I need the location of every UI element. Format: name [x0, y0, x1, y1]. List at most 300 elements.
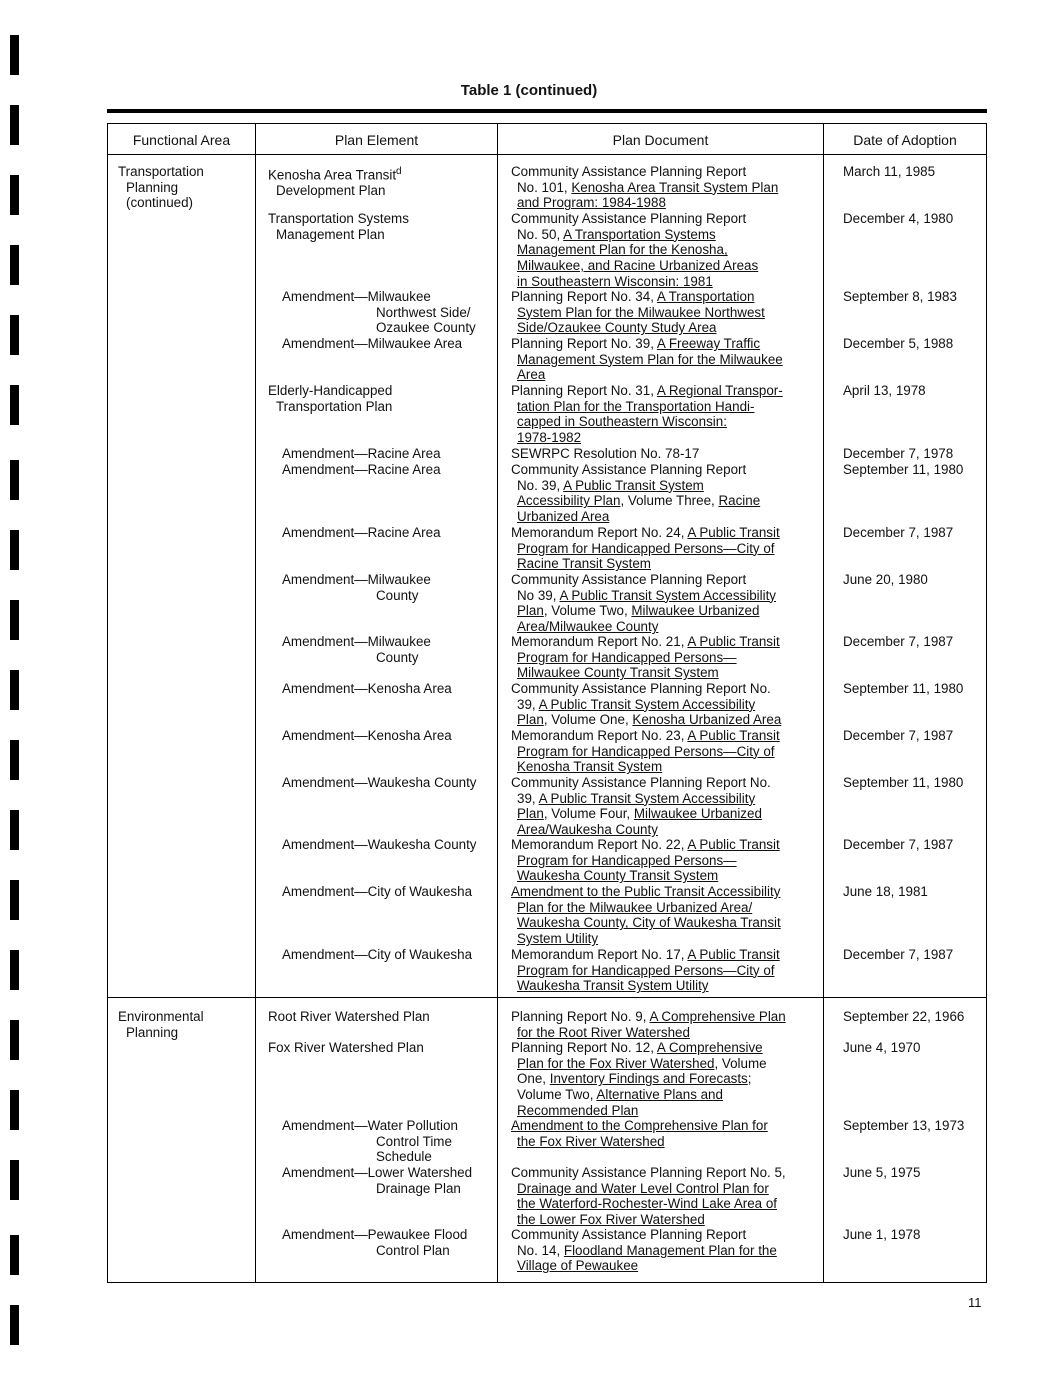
plan-element-cell: [268, 572, 503, 603]
binder-hole-mark: [10, 740, 19, 780]
title-rule: [107, 109, 987, 113]
plan-element-cell: [268, 289, 503, 336]
plan-document-line: [511, 791, 826, 807]
binder-hole-mark: [10, 1020, 19, 1060]
document-title-text: the Fox River Watershed: [517, 1133, 665, 1149]
plan-document-cell: [511, 164, 826, 211]
plan-document-line: [511, 1258, 826, 1274]
plan-document-cell: [511, 775, 826, 838]
document-title-text: A Transportation Systems: [563, 226, 716, 242]
document-title-text: Milwaukee Urbanized: [631, 603, 760, 619]
plan-element-line: [268, 1227, 503, 1243]
functional-area-line: (continued): [126, 195, 193, 211]
plan-document-line: [511, 572, 826, 588]
plan-document-line: [511, 1056, 826, 1072]
document-title-text: Racine Transit System: [517, 556, 651, 572]
document-text: Community Assistance Planning Report No. 5,: [511, 1165, 786, 1180]
plan-element-cell: [268, 462, 503, 478]
adoption-date: September 11, 1980: [843, 775, 964, 790]
plan-element-line: [268, 1118, 503, 1134]
plan-element-line: [268, 164, 503, 183]
document-title-text: Plan: [517, 603, 544, 619]
document-title-text: Drainage and Water Level Control Plan for: [517, 1180, 769, 1196]
document-text: Planning Report No. 34,: [511, 289, 657, 304]
plan-document-line: [511, 759, 826, 775]
adoption-date: June 5, 1975: [843, 1165, 921, 1180]
functional-area: [118, 164, 258, 211]
plan-document-line: [511, 525, 826, 541]
functional-area-line: Environmental: [118, 1009, 204, 1024]
plan-document-line: [511, 900, 826, 916]
document-text: Planning Report No. 39,: [511, 336, 657, 351]
document-title-text: Village of Pewaukee: [517, 1258, 639, 1274]
binder-hole-mark: [10, 880, 19, 920]
plan-document-line: [511, 274, 826, 290]
plan-document-line: [511, 1009, 826, 1025]
plan-document-line: [511, 383, 826, 399]
document-text: Memorandum Report No. 17,: [511, 947, 688, 962]
plan-element-cell: [268, 383, 503, 414]
plan-document-cell: [511, 1040, 826, 1119]
document-title-text: A Comprehensive Plan: [649, 1009, 786, 1024]
plan-element-line: [268, 336, 503, 352]
functional-area-line: Planning: [126, 179, 179, 195]
document-text: No. 50,: [517, 226, 564, 242]
plan-document-line: [511, 414, 826, 430]
plan-document-line: [511, 588, 826, 604]
document-title-text: for the Root River Watershed: [517, 1024, 690, 1040]
plan-element-text: Amendment—Waukesha County: [282, 775, 477, 790]
document-title-text: A Public Transit System: [563, 477, 704, 493]
document-title-text: Plan: [517, 712, 544, 728]
plan-element-text: Drainage Plan: [376, 1180, 461, 1196]
header-plan-element: Plan Element: [334, 132, 419, 148]
plan-document-cell: [511, 681, 826, 728]
plan-element-cell: [268, 1009, 503, 1025]
document-title-text: Amendment to the Public Transit Accessibility: [511, 884, 781, 899]
binder-hole-mark: [10, 1305, 19, 1345]
document-title-text: A Public Transit System Accessibility: [559, 587, 776, 603]
document-title-text: Side/Ozaukee County Study Area: [517, 320, 717, 336]
adoption-date: June 1, 1978: [843, 1227, 921, 1242]
binder-hole-mark: [10, 460, 19, 500]
document-title-text: Racine: [718, 493, 761, 509]
plan-element-line: [268, 837, 503, 853]
document-text: , Volume One,: [543, 712, 633, 728]
plan-document-line: [511, 1025, 826, 1041]
document-text: Community Assistance Planning Report: [511, 211, 747, 226]
plan-element-line: [268, 947, 503, 963]
plan-element-line: [268, 681, 503, 697]
plan-document-line: [511, 305, 826, 321]
plan-element-cell: [268, 164, 503, 199]
plan-element-cell: [268, 525, 503, 541]
document-title-text: Milwaukee, and Racine Urbanized Areas: [517, 258, 759, 274]
document-text: Community Assistance Planning Report: [511, 164, 747, 179]
binder-hole-mark: [10, 950, 19, 990]
document-text: No 39,: [517, 587, 560, 603]
binder-hole-mark: [10, 245, 19, 285]
plan-element-text: Ozaukee County: [376, 320, 476, 336]
plan-document-line: [511, 775, 826, 791]
plan-document-cell: [511, 1165, 826, 1228]
plan-element-line: [268, 1181, 503, 1197]
plan-element-text: Transportation Plan: [276, 398, 393, 414]
column-divider: [255, 124, 256, 1282]
plan-element-text: Amendment—Water Pollution: [282, 1118, 458, 1133]
plan-document-line: [511, 1243, 826, 1259]
plan-document-line: [511, 1181, 826, 1197]
document-title-text: tation Plan for the Transportation Handi-: [517, 398, 755, 414]
plan-document-line: [511, 978, 826, 994]
plan-document-line: [511, 1087, 826, 1103]
plan-document-line: [511, 430, 826, 446]
plan-element-line: [268, 183, 503, 199]
plan-element-text: Amendment—Milwaukee Area: [282, 336, 463, 351]
plan-document-cell: [511, 336, 826, 383]
plan-element-text: Amendment—Pewaukee Flood: [282, 1227, 468, 1242]
plan-element-text: Development Plan: [276, 183, 386, 199]
plan-element-text: Management Plan: [276, 226, 385, 242]
document-title-text: capped in Southeastern Wisconsin:: [517, 414, 727, 430]
plan-document-line: [511, 947, 826, 963]
plan-element-line: [268, 1134, 503, 1150]
plan-document-line: [511, 1071, 826, 1087]
document-title-text: A Public Transit: [687, 947, 780, 962]
adoption-date: December 7, 1987: [843, 728, 954, 743]
plan-element-text: Amendment—Waukesha County: [282, 837, 477, 852]
binder-hole-mark: [10, 175, 19, 215]
document-title-text: Floodland Management Plan for the: [563, 1242, 777, 1258]
plan-document-line: [511, 493, 826, 509]
document-title-text: A Public Transit: [687, 728, 780, 743]
document-text: Memorandum Report No. 22,: [511, 837, 688, 852]
plan-element-text: Amendment—Kenosha Area: [282, 728, 452, 743]
document-title-text: A Comprehensive: [656, 1040, 763, 1055]
plan-document-line: [511, 728, 826, 744]
plan-document-line: [511, 806, 826, 822]
plan-document-cell: [511, 572, 826, 635]
plan-document-line: [511, 634, 826, 650]
binder-hole-mark: [10, 315, 19, 355]
plan-document-line: [511, 697, 826, 713]
plan-element-text: Amendment—Milwaukee: [282, 289, 431, 304]
document-title-text: Management Plan for the Kenosha,: [517, 242, 728, 258]
plan-element-text: Control Time: [376, 1133, 452, 1149]
plan-document-line: [511, 681, 826, 697]
plan-element-text: Amendment—City of Waukesha: [282, 947, 473, 962]
plan-element-line: [268, 446, 503, 462]
plan-element-line: [268, 320, 503, 336]
binder-hole-mark: [10, 530, 19, 570]
adoption-date: June 20, 1980: [843, 572, 928, 587]
plan-element-text: Amendment—City of Waukesha: [282, 884, 473, 899]
plan-element-line: [268, 399, 503, 415]
document-title-text: Milwaukee County Transit System: [517, 665, 719, 681]
document-title-text: A Transportation: [656, 289, 755, 304]
plan-element-text: Amendment—Racine Area: [282, 446, 441, 461]
document-title-text: Amendment to the Comprehensive Plan for: [511, 1118, 768, 1133]
plan-document-line: [511, 931, 826, 947]
functional-area-line: Planning: [126, 1024, 179, 1040]
document-title-text: Program for Handicapped Persons—: [517, 649, 737, 665]
document-text: , Volume Four,: [543, 806, 634, 822]
header-functional-area: Functional Area: [132, 132, 231, 148]
plan-document-line: [511, 478, 826, 494]
plan-document-line: [511, 1118, 826, 1134]
plan-document-cell: [511, 728, 826, 775]
plan-document-line: [511, 258, 826, 274]
document-text: 39,: [517, 790, 539, 806]
document-title-text: Alternative Plans and: [596, 1087, 723, 1103]
plan-element-line: [268, 289, 503, 305]
document-title-text: Kenosha Transit System: [517, 759, 663, 775]
document-title-text: Milwaukee Urbanized: [633, 806, 762, 822]
footnote-marker: d: [396, 166, 402, 177]
adoption-date: December 4, 1980: [843, 211, 954, 226]
plan-document-line: [511, 1103, 826, 1119]
plan-element-text: Amendment—Milwaukee: [282, 572, 431, 587]
plan-element-text: Amendment—Racine Area: [282, 462, 441, 477]
document-title-text: the Lower Fox River Watershed: [517, 1212, 705, 1228]
plan-document-line: [511, 556, 826, 572]
document-title-text: in Southeastern Wisconsin: 1981: [517, 273, 713, 289]
document-title-text: Area/Waukesha County: [517, 822, 658, 838]
document-title-text: Program for Handicapped Persons—City of: [517, 743, 775, 759]
plan-element-text: Amendment—Lower Watershed: [282, 1165, 473, 1180]
plan-element-cell: [268, 837, 503, 853]
document-title-text: the Waterford-Rochester-Wind Lake Area of: [517, 1196, 777, 1212]
document-title-text: Area: [517, 367, 546, 383]
plan-document-cell: [511, 211, 826, 290]
document-text: 39,: [517, 696, 539, 712]
plan-document-line: [511, 1212, 826, 1228]
plan-document-cell: [511, 462, 826, 525]
plan-document-line: [511, 211, 826, 227]
plan-document-line: [511, 1134, 826, 1150]
document-title-text: 1978-1982: [517, 430, 582, 446]
plan-document-line: [511, 744, 826, 760]
plan-element-text: Root River Watershed Plan: [268, 1009, 430, 1024]
plan-document-line: [511, 195, 826, 211]
document-text: No. 39,: [517, 477, 564, 493]
functional-area-line: Transportation: [118, 164, 204, 179]
document-title-text: Program for Handicapped Persons—City of: [517, 540, 775, 556]
plan-document-line: [511, 541, 826, 557]
adoption-date: December 5, 1988: [843, 336, 954, 351]
adoption-date: September 8, 1983: [843, 289, 957, 304]
binder-hole-mark: [10, 35, 19, 75]
plan-document-cell: [511, 837, 826, 884]
plan-element-cell: [268, 1118, 503, 1165]
plan-element-cell: [268, 884, 503, 900]
document-text: Memorandum Report No. 24,: [511, 525, 688, 540]
plan-element-text: Transportation Systems: [268, 211, 409, 226]
document-title-text: A Public Transit System Accessibility: [538, 790, 756, 806]
plan-element-cell: [268, 947, 503, 963]
document-title-text: System Plan for the Milwaukee Northwest: [517, 304, 765, 320]
plan-element-line: [268, 383, 503, 399]
document-text: ;: [747, 1071, 752, 1087]
adoption-date: December 7, 1987: [843, 525, 954, 540]
plan-document-line: [511, 822, 826, 838]
plan-document-line: [511, 320, 826, 336]
plan-document-line: [511, 963, 826, 979]
plan-element-text: Elderly-Handicapped: [268, 383, 393, 398]
plan-element-line: [268, 211, 503, 227]
adoption-table: [107, 123, 987, 1283]
plan-element-line: [268, 1149, 503, 1165]
plan-document-line: [511, 1165, 826, 1181]
plan-document-line: [511, 868, 826, 884]
header-date-of-adoption: Date of Adoption: [853, 132, 957, 148]
document-text: , Volume Three,: [620, 493, 719, 509]
plan-element-text: Amendment—Kenosha Area: [282, 681, 452, 696]
document-title-text: Kenosha Urbanized Area: [632, 712, 782, 728]
plan-document-cell: [511, 947, 826, 994]
document-title-text: Waukesha County, City of Waukesha Transit: [517, 915, 781, 931]
plan-element-line: [268, 775, 503, 791]
plan-document-line: [511, 352, 826, 368]
plan-element-cell: [268, 775, 503, 791]
header-plan-document: Plan Document: [612, 132, 709, 148]
plan-element-cell: [268, 728, 503, 744]
document-text: No. 14,: [517, 1242, 564, 1258]
plan-element-cell: [268, 1165, 503, 1196]
plan-document-line: [511, 837, 826, 853]
plan-document-line: [511, 619, 826, 635]
document-text: Volume Two,: [517, 1087, 597, 1103]
binder-hole-mark: [10, 600, 19, 640]
document-title-text: Program for Handicapped Persons—City of: [517, 962, 775, 978]
plan-element-line: [268, 634, 503, 650]
adoption-date: December 7, 1987: [843, 947, 954, 962]
plan-element-cell: [268, 681, 503, 697]
document-title-text: Area/Milwaukee County: [517, 619, 659, 635]
section-divider: [108, 997, 986, 998]
document-text: No. 101,: [517, 179, 572, 195]
plan-document-cell: [511, 1009, 826, 1040]
plan-element-text: Schedule: [376, 1149, 432, 1165]
adoption-date: June 18, 1981: [843, 884, 928, 899]
plan-document-line: [511, 367, 826, 383]
plan-document-line: [511, 1040, 826, 1056]
adoption-date: September 22, 1966: [843, 1009, 965, 1024]
plan-element-text: Control Plan: [376, 1242, 450, 1258]
plan-document-line: [511, 1227, 826, 1243]
plan-document-line: [511, 336, 826, 352]
plan-document-cell: [511, 525, 826, 572]
document-text: , Volume Two,: [543, 603, 632, 619]
plan-document-cell: [511, 289, 826, 336]
document-title-text: Plan for the Fox River Watershed: [517, 1055, 715, 1071]
binder-hole-mark: [10, 810, 19, 850]
plan-element-cell: [268, 336, 503, 352]
plan-element-line: [268, 227, 503, 243]
plan-document-cell: [511, 383, 826, 446]
plan-document-line: [511, 227, 826, 243]
document-title-text: Program for Handicapped Persons—: [517, 852, 737, 868]
plan-element-text: County: [376, 587, 419, 603]
plan-document-line: [511, 180, 826, 196]
document-text: Community Assistance Planning Report: [511, 1227, 747, 1242]
plan-element-cell: [268, 1227, 503, 1258]
binder-hole-mark: [10, 105, 19, 145]
plan-document-line: [511, 462, 826, 478]
plan-element-text: County: [376, 649, 419, 665]
plan-element-text: Northwest Side/: [376, 304, 471, 320]
plan-document-cell: [511, 1118, 826, 1149]
binder-hole-mark: [10, 670, 19, 710]
plan-document-line: [511, 446, 826, 462]
document-title-text: Accessibility Plan: [517, 493, 621, 509]
plan-document-line: [511, 853, 826, 869]
document-title-text: Kenosha Area Transit System Plan: [571, 179, 779, 195]
plan-document-line: [511, 509, 826, 525]
document-text: Community Assistance Planning Report No.: [511, 775, 771, 790]
binder-hole-mark: [10, 1090, 19, 1130]
document-text: Memorandum Report No. 23,: [511, 728, 688, 743]
plan-document-line: [511, 242, 826, 258]
document-text: Planning Report No. 9,: [511, 1009, 650, 1024]
plan-document-line: [511, 884, 826, 900]
document-title-text: A Public Transit: [687, 837, 780, 852]
document-text: Community Assistance Planning Report No.: [511, 681, 771, 696]
binder-hole-mark: [10, 385, 19, 425]
plan-element-line: [268, 462, 503, 478]
plan-element-line: [268, 305, 503, 321]
document-text: Planning Report No. 12,: [511, 1040, 657, 1055]
plan-element-text: Amendment—Racine Area: [282, 525, 441, 540]
plan-document-line: [511, 603, 826, 619]
plan-document-cell: [511, 634, 826, 681]
table-title: Table 1 (continued): [460, 82, 598, 99]
document-title-text: and Program: 1984-1988: [517, 195, 666, 211]
plan-document-line: [511, 1196, 826, 1212]
adoption-date: September 11, 1980: [843, 462, 964, 477]
document-title-text: Plan for the Milwaukee Urbanized Area/: [517, 899, 753, 915]
plan-document-line: [511, 164, 826, 180]
document-title-text: Management System Plan for the Milwaukee: [517, 351, 783, 367]
adoption-date: June 4, 1970: [843, 1040, 921, 1055]
adoption-date: September 13, 1973: [843, 1118, 965, 1133]
adoption-date: April 13, 1978: [843, 383, 926, 398]
document-text: Planning Report No. 31,: [511, 383, 657, 398]
plan-element-cell: [268, 634, 503, 665]
adoption-date: December 7, 1987: [843, 837, 954, 852]
plan-element-line: [268, 1165, 503, 1181]
document-title-text: A Public Transit System Accessibility: [538, 696, 756, 712]
plan-document-cell: [511, 884, 826, 947]
plan-element-cell: [268, 1040, 503, 1056]
adoption-date: September 11, 1980: [843, 681, 964, 696]
plan-element-line: [268, 1243, 503, 1259]
document-title-text: System Utility: [517, 931, 599, 947]
document-text: Community Assistance Planning Report: [511, 572, 747, 587]
plan-document-line: [511, 915, 826, 931]
binder-hole-mark: [10, 1235, 19, 1275]
document-title-text: A Regional Transpor-: [656, 383, 783, 398]
functional-area: [118, 1009, 258, 1040]
header-divider: [108, 154, 986, 155]
document-title-text: Recommended Plan: [517, 1102, 639, 1118]
document-title-text: Plan: [517, 806, 544, 822]
plan-document-line: [511, 289, 826, 305]
plan-document-cell: [511, 1227, 826, 1274]
document-title-text: A Public Transit: [687, 525, 780, 540]
plan-element-line: [268, 1040, 503, 1056]
plan-element-cell: [268, 211, 503, 242]
